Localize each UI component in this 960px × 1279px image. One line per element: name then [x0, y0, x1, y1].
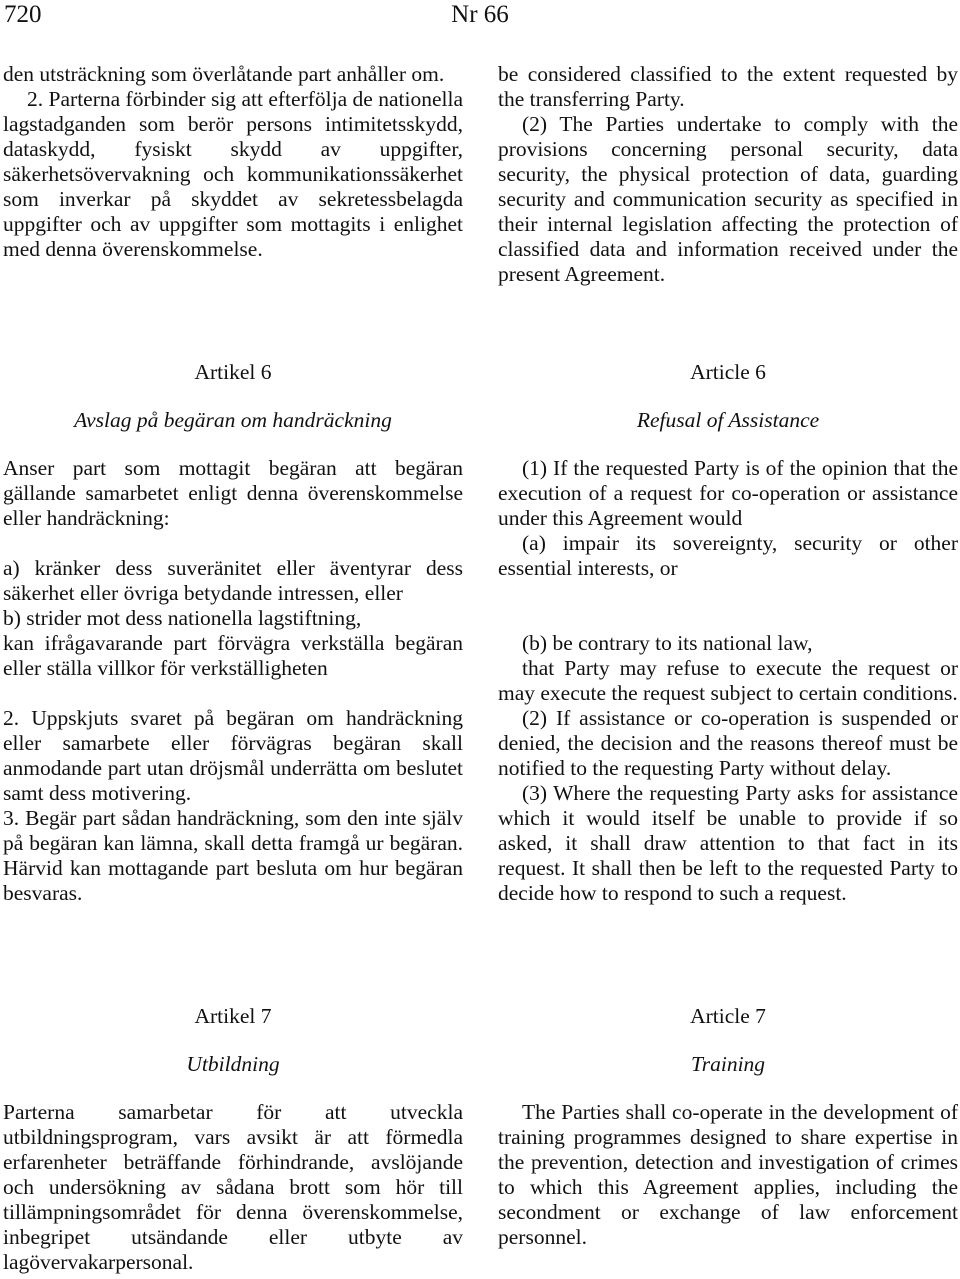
article-6-item-a-sv: a) kränker dess suveränitet eller äventyrar dess säkerhet eller övriga betydande intressen, eller — [3, 556, 463, 605]
english-intro-section — [498, 62, 958, 287]
issue-number: Nr 66 — [451, 1, 509, 28]
english-article-7 — [498, 1004, 958, 1250]
article-7-title-sv: Utbildning — [186, 1052, 280, 1076]
swedish-paragraph-2: 2. Parterna förbinder sig att efterfölja de nationella lagstadganden som berör persons intimitetsskydd, dataskydd, fysiskt skydd av uppgifter, säkerhetsövervakning och kommunikationssäkerhet som inverkar på skyddet av sekretessbelagda uppgifter och av uppgifter som mottagits i enlighet med denna överenskommelse. — [3, 87, 463, 261]
article-6-paragraph-2-sv: 2. Uppskjuts svaret på begäran om handräckning eller samarbete eller förvägras begäran skall anmodande part utan dröjsmål underrätta om beslutet samt dess motivering. — [3, 706, 463, 805]
article-6-paragraph-2-en: (2) If assistance or co-operation is suspended or denied, the decision and the reasons thereof must be notified to the requesting Party without delay. — [498, 706, 958, 780]
article-7-body-en: The Parties shall co-operate in the development of training programmes designed to share expertise in the prevention, detection and investigation of crimes to which this Agreement applies, including the secondment or exchange of law enforcement personnel. — [498, 1100, 958, 1249]
english-paragraph-2: (2) The Parties undertake to comply with the provisions concerning personal security, data security, the physical protection of data, guarding security and communication security as specified in their internal legislation affecting the protection of classified data and information received under the present Agreement. — [498, 112, 958, 286]
swedish-intro-section — [3, 62, 463, 262]
english-article-6 — [498, 360, 958, 906]
page-header — [0, 0, 960, 40]
article-6-item-b-sv: b) strider mot dess nationella lagstiftning, — [3, 606, 362, 630]
article-7-body-sv: Parterna samarbetar för att utveckla utbildningsprogram, vars avsikt är att förmedla erfarenheter beträffande förhindrande, avslöjande och undersökning av sådana brott som hör till tillämpningsområdet för denna överenskommelse, inbegripet utsändande eller utbyte av lagövervakarpersonal. — [3, 1100, 463, 1274]
article-6-conclusion-en: that Party may refuse to execute the request or may execute the request subject to certain conditions. — [498, 656, 958, 705]
article-6-title-en: Refusal of Assistance — [636, 408, 820, 432]
article-6-item-b-en: (b) be contrary to its national law, — [522, 631, 813, 655]
english-continuation-paragraph: be considered classified to the extent requested by the transferring Party. — [498, 62, 958, 111]
swedish-article-7 — [3, 1004, 463, 1275]
article-6-heading-en: Article 6 — [690, 360, 766, 384]
swedish-article-6 — [3, 360, 463, 906]
article-6-conclusion-sv: kan ifrågavarande part förvägra verkställa begäran eller ställa villkor för verkställigheten — [3, 631, 463, 680]
article-7-heading-en: Article 7 — [690, 1004, 766, 1028]
article-6-heading-sv: Artikel 6 — [194, 360, 272, 384]
article-6-title-sv: Avslag på begäran om handräckning — [74, 408, 392, 432]
article-7-heading-sv: Artikel 7 — [194, 1004, 272, 1028]
page-number: 720 — [4, 1, 42, 28]
article-6-intro-sv: Anser part som mottagit begäran att begäran gällande samarbetet enligt denna överenskommelse eller handräckning: — [3, 456, 463, 530]
article-7-title-en: Training — [690, 1052, 766, 1076]
swedish-continuation-paragraph: den utsträckning som överlåtande part anhåller om. — [3, 62, 445, 86]
article-6-paragraph-3-en: (3) Where the requesting Party asks for assistance which it would itself be unable to provide if so asked, it shall draw attention to that fact in its request. It shall then be left to the requested Party to decide how to respond to such a request. — [498, 781, 958, 905]
article-6-intro-en: (1) If the requested Party is of the opinion that the execution of a request for co-operation or assistance under this Agreement would — [498, 456, 958, 530]
article-6-paragraph-3-sv: 3. Begär part sådan handräckning, som den inte själv på begäran kan lämna, skall detta framgå ur begäran. Härvid kan mottagande part besluta om hur begäran besvaras. — [3, 806, 463, 905]
article-6-item-a-en: (a) impair its sovereignty, security or other essential interests, or — [498, 531, 958, 580]
